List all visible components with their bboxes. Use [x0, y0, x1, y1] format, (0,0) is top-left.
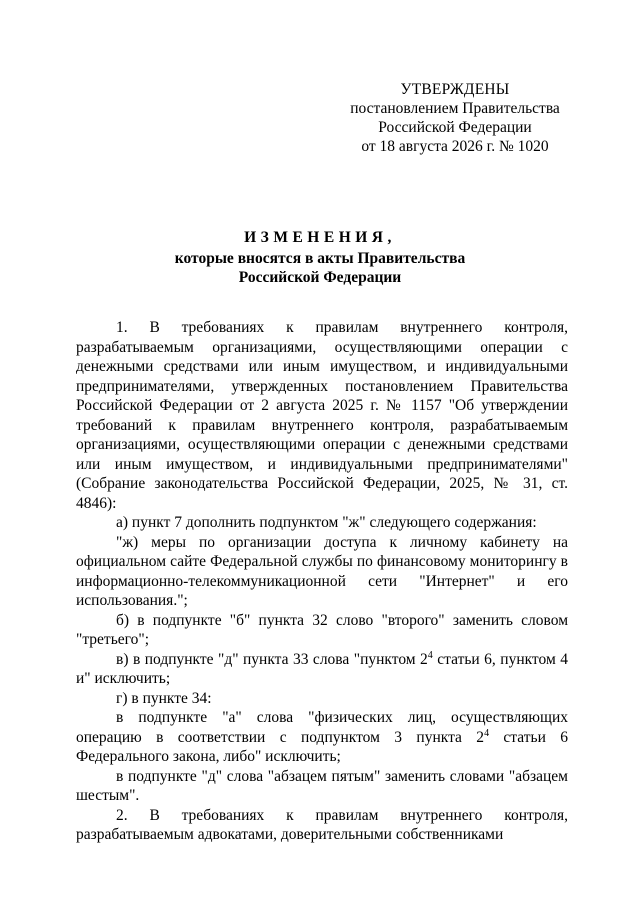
paragraph-1g-a-superscript: 4 — [484, 727, 490, 739]
paragraph-1: 1. В требованиях к правилам внутреннего контроля, разрабатываемым организациями, осуществляющими операции с денежными средствами или иным имуществом, и индивидуальными предпринимателями, утвержденных постановлением Правительства Российской Федерации от 2 августа 2025 г. № 1157 "Об утверждении требований к правилам внутреннего контроля, разрабатываемым организациями, осуществляющими операции с денежными средствами или иным имуществом, и индивидуальными предпринимателями" (Собрание законодательства Российской Федерации, 2025, № 31, ст. 4846): — [76, 319, 568, 512]
title-sub-1: которые вносятся в акты Правительства — [174, 250, 466, 267]
approval-stamp — [340, 80, 570, 156]
title-main: ИЗМЕНЕНИЯ, — [244, 229, 396, 246]
paragraph-1g: г) в пункте 34: — [116, 689, 212, 707]
paragraph-1b: б) в подпункте "б" пункта 32 слово "второго" заменить словом "третьего"; — [76, 611, 568, 648]
paragraph-1g-d: в подпункте "д" слова "абзацем пятым" заменить словами "абзацем шестым". — [76, 767, 568, 804]
paragraph-1v-superscript: 4 — [427, 649, 433, 661]
approval-line-3: от 18 августа 2026 г. № 1020 — [361, 138, 549, 155]
paragraph-1g-a-text-start: в подпункте "а" слова "физических лиц, осуществляющих операцию в соответствии с подпунктом 3 пункта 2 — [76, 709, 568, 746]
document-title — [60, 228, 580, 287]
document-body — [76, 318, 568, 845]
paragraph-1v-text-end: статьи 6, пунктом 4 и" исключить; — [76, 650, 568, 687]
approval-heading: УТВЕРЖДЕНЫ — [400, 81, 510, 98]
paragraph-2: 2. В требованиях к правилам внутреннего контроля, разрабатываемым адвокатами, доверительными собственниками — [76, 806, 568, 843]
title-sub-2: Российской Федерации — [238, 269, 402, 286]
paragraph-1v-text-start: в) в подпункте "д" пункта 33 слова "пунктом 2 — [116, 650, 428, 668]
paragraph-1v — [76, 650, 568, 689]
paragraph-1g-a-text-end: статьи 6 Федерального закона, либо" исключить; — [76, 728, 569, 765]
approval-line-1: постановлением Правительства — [350, 100, 560, 117]
approval-line-2: Российской Федерации — [378, 119, 532, 136]
paragraph-1g-a — [76, 708, 568, 767]
paragraph-1a-quote: "ж) меры по организации доступа к личному кабинету на официальном сайте Федеральной службы по финансовому мониторингу в информационно-телекоммуникационной сети "Интернет" и его использования."; — [76, 533, 568, 609]
paragraph-1a: а) пункт 7 дополнить подпунктом "ж" следующего содержания: — [116, 514, 537, 531]
